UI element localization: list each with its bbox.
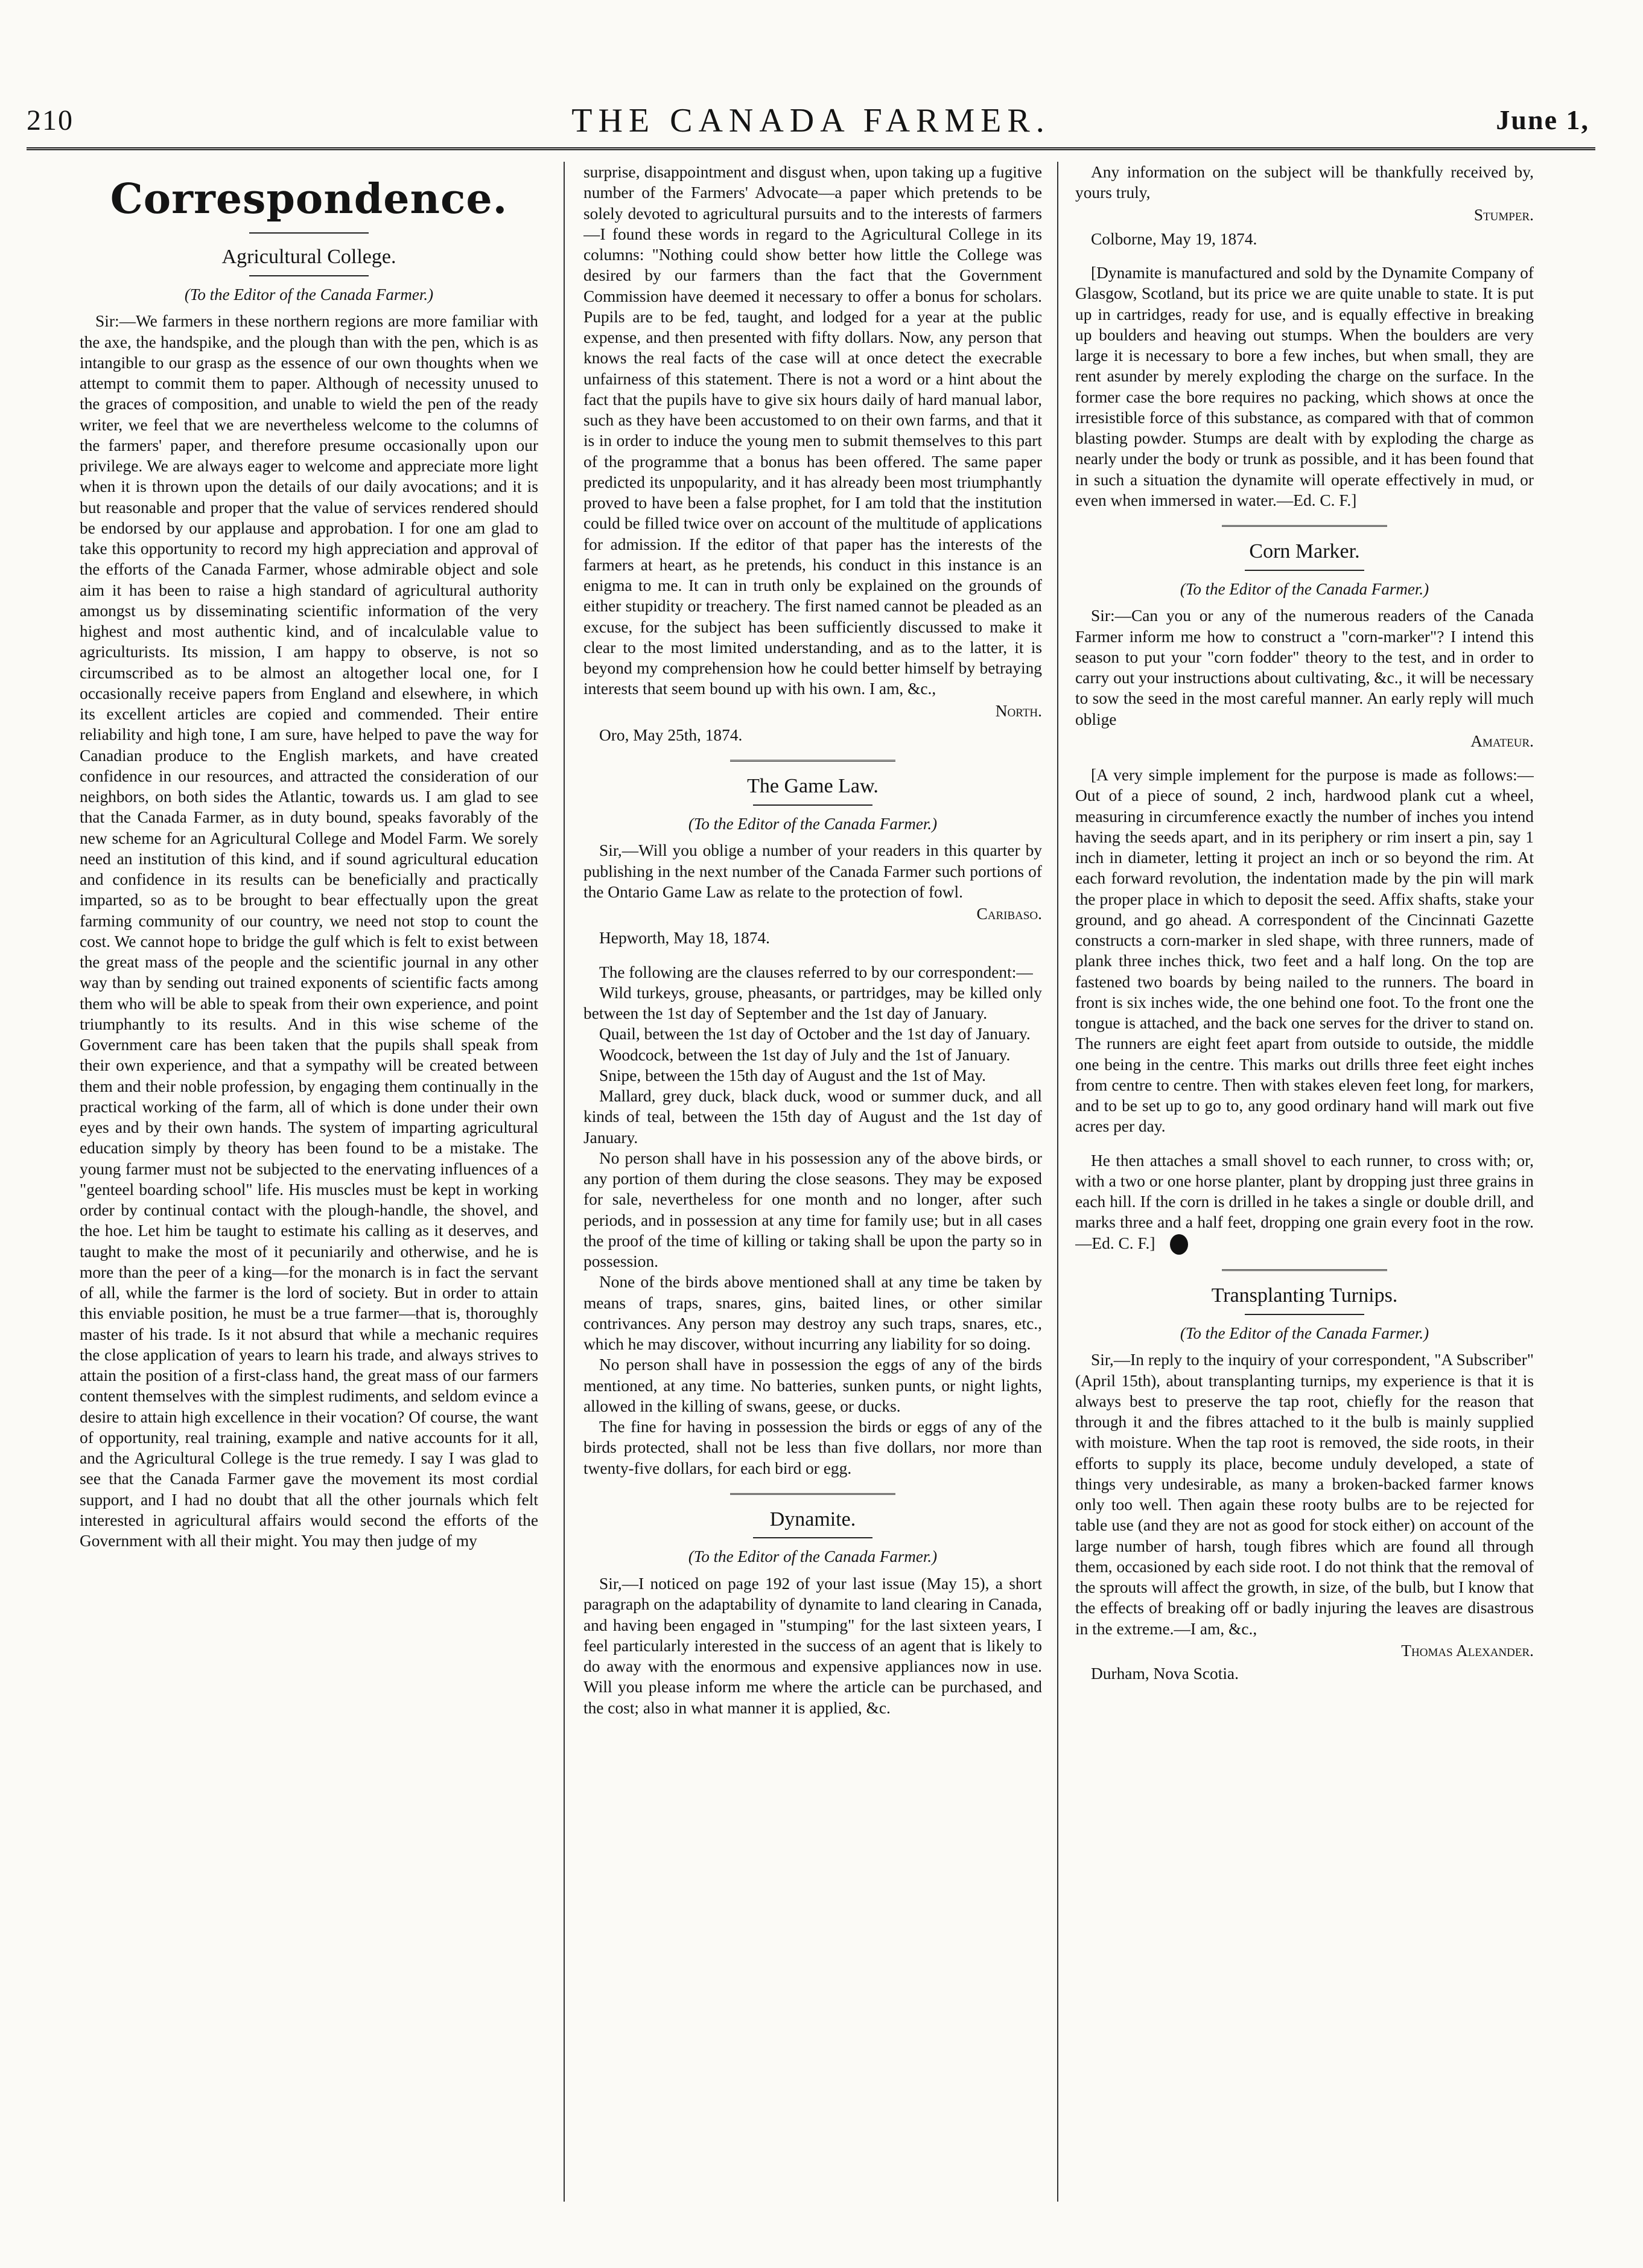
issue-date: June 1,	[1496, 104, 1589, 135]
divider	[730, 760, 895, 762]
article-body: Sir:—We farmers in these northern regions are more familiar with the axe, the handspike, and the plough than with the pen, which is as intangible to our grasp as the essence of our own thoughts when we attempt to commit them to paper. Although of necessity unused to the graces of composition, and unable to wield the pen of the ready writer, we feel that we are nevertheless welcome to the columns of the farmers' paper, and therefore presume occasionally upon our privilege. We are always eager to welcome and appreciate more light when it is thrown upon the details of our daily avocations; and it is but reasonable and proper that the value of services rendered should be endorsed by our applause and approbation. I for one am glad to take this opportunity to record my high appreciation and approval of the efforts of the Canada Farmer, whose admirable object and sole aim it has been to raise a high standard of agricultural authority amongst us by disseminating scientific information of the very highest and most authentic kind, and of incalculable value to agriculturists. Its mission, I am happy to observe, is not so circumscribed as to be almost an altogether local one, for I occasionally receive papers from England and elsewhere, in which its excellent articles are copied and commended. Their entire reliability and high tone, I am sure, have helped to pave the way for Canadian produce to the English markets, and have created confidence in our resources, and attracted the consideration of our neighbors, on both sides the Atlantic, towards us. I am glad to see that the Canada Farmer, as in duty bound, speaks favorably of the new scheme for an Agricultural College and Model Farm. We sorely need an institution of this kind, and if sound agricultural education and confidence in its results can be beneficially and practically imparted, so as to be brought to bear effectually upon the great farming community of our country, we need not stop to count the cost. We cannot hope to bridge the gulf which is felt to exist between the great mass of the people and the scientific journal in any other way than by sending out trained exponents of scientific facts among them who will be able to speak from their own experience, and point triumphantly to its results. And in this wise scheme of the Government care has been taken that the pupils shall speak from their own experience, and that a sympathy will be created between them and their noble profession, by engaging them continually in the practical working of the farm, all of which is done under their own eyes and by their own hands. The system of imparting agricultural education simply by theory has been found to be a mistake. The young farmer must not be subjected to the enervating influences of a "genteel boarding school" life. His muscles must be kept in working order by continual contact with the plough-handle, the shovel, and the hoe. Let him be taught to estimate his calling as it deserves, and taught to make the most of it pecuniarily and otherwise, and he is more than the peer of a king—for the monarch is in fact the servant of all, while the farmer is the lord of society. But in order to attain this enviable position, he must be a true farmer—that is, thoroughly master of his trade. Is it not absurd that while a mechanic requires the close application of years to learn his trade, and always strives to attain the position of a first-class hand, the great mass of our farmers content themselves with the simplest rudiments, and seldom evince a desire to attain high excellence in their vocation? Of course, the want of opportunity, real training, example and native accounts for it all, and the Agricultural College is the true remedy. I say I was glad to see that the Canada Farmer gave the movement its most cordial support, and I had no doubt that all the other journals which felt interested in agricultural affairs would second the efforts of the Government with all their might. You may then judge of my	[80, 312, 538, 1550]
clause: No person shall have in his possession any of the above birds, or any portion of them during the close seasons. They may be exposed for sale, nevertheless for one month and no longer, after such periods, and in possession at any time for family use; but in all cases the proof of the time of killing or taking shall be upon the party so in possession.	[583, 1148, 1042, 1270]
article-title: Dynamite.	[769, 1508, 856, 1531]
clause: No person shall have in possession the eggs of any of the birds mentioned, at any time. No batteries, sunken punts, or night lights, allowed in the killing of swans, geese, or ducks.	[583, 1355, 1042, 1415]
article-body: Sir,—In reply to the inquiry of your correspondent, "A Subscriber" (April 15th), about transplanting turnips, my experience is that it is always best to preserve the tap root, chiefly for the reason that through it and the fibres attached to it the bulb is mainly supplied with moisture. When the tap root is removed, the side roots, in their efforts to supply its place, become unduly developed, a state of things very undesirable, as many a broken-backed farmer knows only too well. Then again these rooty bulbs are to be rejected for table use (and they are not as good for stock either) on account of the large number of harsh, tough fibres which are found all through them, occasioned by each side root. I do not think that the removal of the sprouts will affect the growth, in size, of the bulb, but I know that the effects of breaking off or badly injuring the leaves are disastrous in the extreme.—I am, &c.,	[1075, 1351, 1534, 1638]
section-heading: Correspondence.	[110, 175, 508, 223]
article-body: Sir,—I noticed on page 192 of your last issue (May 15), a short paragraph on the adaptability of dynamite to land clearing in Canada, and having been engaged in "stumping" for the last sixteen years, I feel particularly interested in the success of an agent that is likely to do away with the enormous and expensive appliances now in use. Will you please inform me where the article can be purchased, and the cost; also in what manner it is applied, &c.	[583, 1575, 1042, 1717]
ink-blot	[1170, 1234, 1188, 1255]
article-title: Corn Marker.	[1249, 540, 1360, 562]
column-3	[1075, 162, 1534, 2214]
divider	[730, 1493, 895, 1495]
column-divider	[564, 162, 565, 2202]
article-title: Transplanting Turnips.	[1211, 1284, 1398, 1307]
article-body: Sir,—Will you oblige a number of your readers in this quarter by publishing in the next number of the Canada Farmer such portions of the Ontario Game Law as relate to the protection of fowl.	[583, 841, 1042, 901]
article-signature: North.	[995, 701, 1042, 720]
column-divider	[1057, 162, 1058, 2202]
editor-note: [Dynamite is manufactured and sold by the Dynamite Company of Glasgow, Scotland, but its price we are quite unable to state. It is put up in cartridges, ready for use, and is equally effective in breaking up boulders and heaving out stumps. When the boulders are very large it is necessary to bore a few inches, but when small, they are rent asunder by merely exploding the charge on the surface. In the former case the bore requires no packing, which shows at once the irresistible force of this substance, as compared with that of common blasting powder. Stumps are dealt with by exploding the charge as nearly under the body or trunk as possible, and it has been found that in such a situation the dynamite will operate effectively in mud, or even when immersed in water.—Ed. C. F.]	[1075, 264, 1534, 509]
page-number: 210	[27, 104, 74, 136]
clause: Woodcock, between the 1st day of July and the 1st of January.	[599, 1045, 1011, 1064]
article-body: Sir:—Can you or any of the numerous readers of the Canada Farmer inform me how to construct a "corn-marker"? I intend this season to put your "corn fodder" theory to the test, and in order to carry out your instructions about cultivating, &c., it will be necessary to sow the seed in the most careful manner. An early reply will much oblige	[1075, 607, 1534, 728]
article-title: Agricultural College.	[221, 246, 396, 268]
article-dedication: (To the Editor of the Canada Farmer.)	[688, 814, 938, 833]
article-dedication: (To the Editor of the Canada Farmer.)	[184, 285, 434, 304]
header-rule	[27, 147, 1595, 150]
editor-note: The following are the clauses referred to by our correspondent:—	[599, 963, 1033, 981]
article-dateline: Oro, May 25th, 1874.	[599, 725, 743, 744]
clause: Wild turkeys, grouse, pheasants, or partridges, may be killed only between the 1st day of September and the 1st day of January.	[583, 983, 1042, 1022]
divider	[1245, 1314, 1364, 1315]
editor-note-continued	[1075, 1150, 1534, 1255]
article-signature: Caribaso.	[976, 905, 1042, 923]
newspaper-title: THE CANADA FARMER.	[571, 102, 1050, 139]
page-header	[27, 91, 1595, 145]
clause: The fine for having in possession the birds or eggs of any of the birds protected, shall not be less than five dollars, nor more than twenty-five dollars, for each bird or egg.	[583, 1418, 1042, 1477]
column-1	[80, 162, 538, 2214]
article-body: Any information on the subject will be thankfully received by, yours truly,	[1075, 163, 1534, 202]
article-dateline: Hepworth, May 18, 1874.	[599, 929, 771, 948]
article-dateline: Colborne, May 19, 1874.	[1091, 229, 1257, 248]
divider	[1245, 570, 1364, 571]
clause: None of the birds above mentioned shall at any time be taken by means of traps, snares, gins, baited lines, or other similar contrivances. Any person may destroy any such traps, snares, etc., which he may discover, without incurring any liability for so doing.	[583, 1273, 1042, 1353]
article-title: The Game Law.	[747, 775, 879, 797]
clause: Quail, between the 1st day of October and the 1st day of January.	[599, 1025, 1031, 1043]
article-signature: Stumper.	[1473, 205, 1534, 224]
column-2	[583, 162, 1042, 2214]
article-signature: Amateur.	[1470, 731, 1534, 750]
article-place: Durham, Nova Scotia.	[1091, 1664, 1239, 1683]
article-dedication: (To the Editor of the Canada Farmer.)	[1180, 1324, 1429, 1342]
divider	[753, 1537, 872, 1538]
article-dedication: (To the Editor of the Canada Farmer.)	[688, 1547, 938, 1566]
divider	[249, 275, 369, 276]
divider	[1222, 525, 1387, 527]
divider	[1222, 1269, 1387, 1271]
divider	[249, 232, 369, 234]
clause: Mallard, grey duck, black duck, wood or summer duck, and all kinds of teal, between the 15th day of August and the 1st day of January.	[583, 1087, 1042, 1147]
article-body: surprise, disappointment and disgust when, upon taking up a fugitive number of the Farmers' Advocate—a paper which pretends to be solely devoted to agricultural pursuits and to the interests of farmers—I found these words in regard to the Agricultural College in its columns: "Nothing could show better how little the College was desired by our farmers than the fact that the Government Commission have deemed it necessary to offer a bonus for scholars. Pupils are to be fed, taught, and lodged for a year at the public expense, and then presented with fifty dollars. Now, any person that knows the real facts of the case will at once detect the execrable unfairness of this statement. There is not a word or a hint about the fact that the pupils have to give six hours daily of hard manual labor, such as they have been accustomed to on their own farms, and that it is in order to induce the young men to submit themselves to this part of the programme that a bonus has been offered. The same paper predicted its unpopularity, and it has already been most triumphantly proved to have been a false prophet, for I am told that the institution could be filled twice over on account of the multitude of applications for admission. If the editor of that paper has the interests of the farmers at heart, as he pretends, his conduct in this instance is an enigma to me. It can in truth only be explained on the grounds of either stupidity or treachery. The first named cannot be pleaded as an excuse, for the subject has been sufficiently discussed to make it clear to the most limited understanding, and as to the latter, it is beyond my comprehension how he could better himself by betraying interests that seem bound up with his own. I am, &c.,	[583, 163, 1042, 698]
divider	[753, 804, 872, 806]
editor-note-text: He then attaches a small shovel to each runner, to cross with; or, with a two or one horse planter, plant by dropping just three grains in each hill. If the corn is drilled in he takes a single or double drill, and marks three and a half feet, dropping one grain every foot in the row.—Ed. C. F.]	[1075, 1151, 1534, 1252]
clause: Snipe, between the 15th day of August and the 1st of May.	[599, 1066, 987, 1085]
article-dedication: (To the Editor of the Canada Farmer.)	[1180, 579, 1429, 598]
article-signature: Thomas Alexander.	[1401, 1641, 1534, 1660]
editor-note: [A very simple implement for the purpose is made as follows:—Out of a piece of sound, 2 inch, hardwood plank cut a wheel, measuring in circumference exactly the number of inches you intend having the seeds apart, and in its periphery or rim insert a pin, say 1 inch in diameter, letting it project an inch or so beyond the rim. At each forward revolution, the indentation made by the pin will mark the proper place in which to deposit the seed. Affix shafts, stake your ground, and go ahead. A correspondent of the Cincinnati Gazette constructs a corn-marker in sled shape, with three runners, made of plank three inches thick, two feet and a half long. On the top are fastened two boards by being nailed to the runners. The board in front is six inches wide, the one behind one foot. To the front one the tongue is attached, and the back one serves for the driver to stand on. The runners are eight feet apart from outside to outside, the middle one being in the centre. This marks out drills three feet eight inches from centre to centre. Then with stakes eleven feet long, for markers, and to be set up to go to, any good ordinary hand will mark out five acres per day.	[1075, 766, 1534, 1136]
